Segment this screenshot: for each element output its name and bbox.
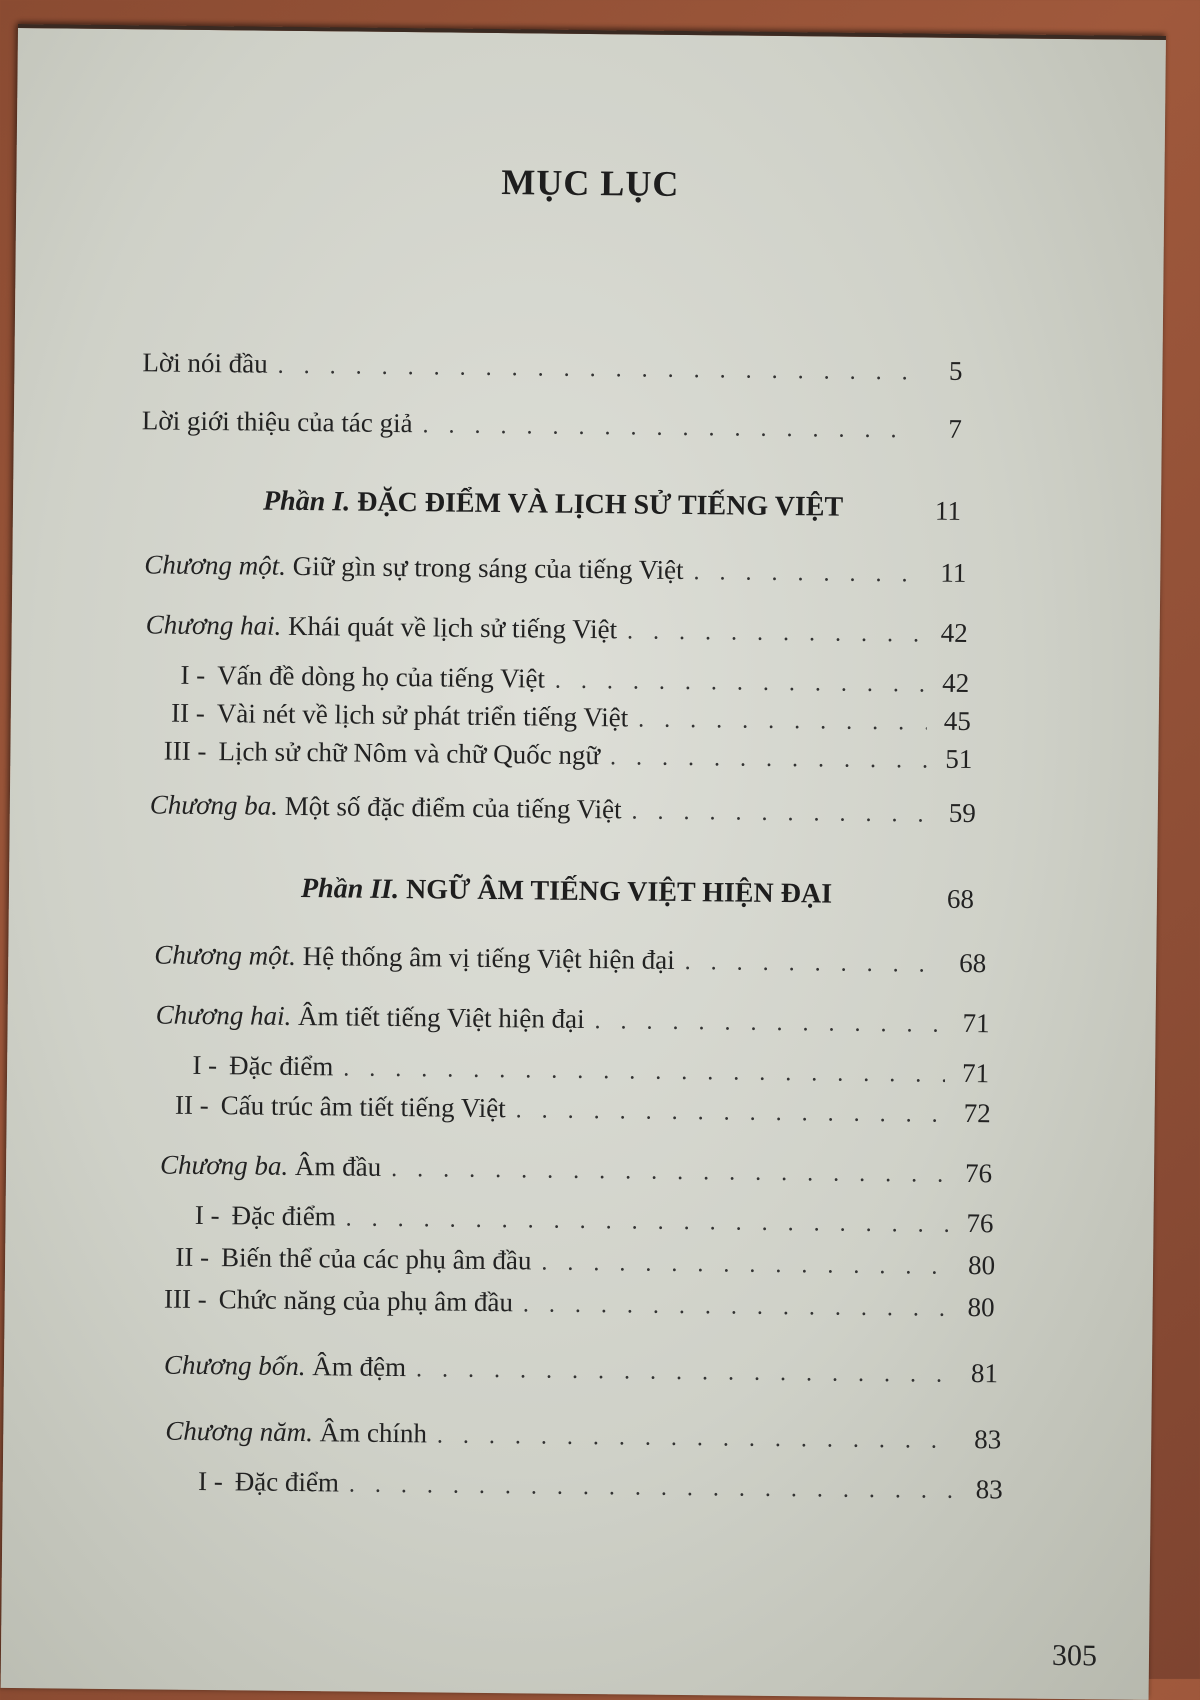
toc-entry (142, 405, 962, 445)
section-number: II - (170, 697, 205, 728)
dot-leader (437, 1422, 958, 1454)
dot-leader (627, 618, 924, 648)
chapter-label: Chương bốn. (163, 1349, 306, 1382)
entry-label: Âm đệm (312, 1351, 407, 1383)
dot-leader (516, 1097, 947, 1129)
entry-page: 45 (943, 705, 971, 737)
toc-entry (146, 609, 968, 649)
toc-entry (152, 735, 972, 775)
entry-page: 5 (948, 355, 963, 386)
entry-page: 59 (948, 797, 976, 829)
entry-label: Lời nói đầu (142, 347, 268, 379)
section-number: III - (163, 735, 207, 767)
toc-entry (150, 789, 976, 829)
chapter-label: Chương ba. (159, 1149, 289, 1181)
section-number: I - (180, 659, 206, 690)
toc-entry (163, 1050, 989, 1090)
toc-entry (151, 697, 971, 737)
chapter-label: Chương hai. (155, 999, 292, 1031)
toc-entry (144, 549, 966, 589)
part-title: NGỮ ÂM TIẾNG VIỆT HIỆN ĐẠI (405, 874, 833, 910)
section-number: III - (163, 1283, 207, 1315)
entry-label: Âm chính (319, 1417, 428, 1449)
entry-page: 76 (964, 1157, 993, 1189)
entry-page: 68 (959, 947, 987, 979)
entry-label: Đặc điểm (228, 1050, 334, 1082)
entry-label: Lời giới thiệu của tác giả (141, 405, 413, 439)
entry-page: 42 (942, 667, 970, 698)
dot-leader (416, 1356, 954, 1389)
dot-leader (631, 798, 932, 828)
toc-entry (164, 1350, 998, 1390)
part-prefix: Phần I. (262, 485, 351, 518)
entry-label: Âm đầu (294, 1150, 382, 1182)
part-heading (301, 873, 832, 911)
entry-page: 7 (948, 413, 963, 444)
entry-page: 83 (975, 1474, 1003, 1505)
dot-leader (594, 1008, 945, 1039)
entry-page: 80 (967, 1292, 995, 1323)
part-prefix: Phần II. (300, 873, 400, 906)
page-number: 305 (1051, 1638, 1098, 1673)
toc-entry (169, 1466, 1003, 1506)
entry-label: Giữ gìn sự trong sáng của tiếng Việt (292, 550, 684, 585)
entry-label: Cấu trúc âm tiết tiếng Việt (220, 1090, 506, 1124)
dot-leader (610, 744, 929, 774)
section-number: I - (194, 1199, 220, 1231)
dot-leader (278, 353, 919, 387)
entry-page: 11 (940, 557, 967, 588)
entry-page: 72 (963, 1097, 991, 1129)
entry-page: 71 (962, 1007, 990, 1039)
section-number: II - (175, 1241, 210, 1273)
section-number: II - (174, 1089, 209, 1121)
part-page: 68 (946, 883, 975, 915)
dot-leader (693, 559, 922, 588)
book-page (1, 24, 1166, 1700)
toc-entry (165, 1416, 1001, 1456)
part-title: ĐẶC ĐIỂM VÀ LỊCH SỬ TIẾNG VIỆT (357, 486, 844, 523)
entry-label: Một số đặc điểm của tiếng Việt (284, 790, 622, 825)
entry-page: 83 (974, 1424, 1002, 1455)
entry-label: Lịch sử chữ Nôm và chữ Quốc ngữ (218, 736, 601, 771)
toc-entry (160, 1150, 992, 1190)
entry-label: Biến thể của các phụ âm đầu (220, 1242, 532, 1276)
entry-label: Đặc điểm (234, 1466, 340, 1498)
chapter-label: Chương ba. (149, 789, 279, 821)
toc-entry (165, 1200, 993, 1240)
entry-page: 81 (970, 1358, 999, 1389)
dot-leader (555, 668, 925, 699)
part-page: 11 (934, 495, 962, 526)
entry-label: Vài nét về lịch sử phát triển tiếng Việt (216, 698, 629, 733)
entry-label: Hệ thống âm vị tiếng Việt hiện đại (302, 941, 675, 975)
toc-entry (153, 1283, 995, 1323)
entry-page: 51 (945, 743, 973, 775)
entry-label: Vấn đề dòng họ của tiếng Việt (217, 660, 546, 694)
entry-page: 71 (961, 1057, 990, 1089)
dot-leader (343, 1055, 945, 1088)
page-title: MỤC LỤC (501, 162, 680, 204)
entry-label: Khái quát về lịch sử tiếng Việt (287, 610, 618, 645)
entry-label: Chức năng của phụ âm đầu (218, 1284, 514, 1318)
section-number: I - (197, 1465, 223, 1497)
entry-page: 42 (940, 617, 968, 648)
toc-entry (155, 999, 989, 1039)
toc-entry (151, 659, 969, 699)
chapter-label: Chương một. (144, 549, 287, 581)
dot-leader (541, 1250, 951, 1281)
entry-label: Đặc điểm (231, 1200, 336, 1232)
chapter-label: Chương hai. (145, 609, 282, 641)
part-heading (263, 486, 843, 524)
chapter-label: Chương năm. (165, 1415, 314, 1448)
dot-leader (638, 707, 927, 737)
toc-entry (155, 1089, 991, 1129)
dot-leader (422, 412, 918, 444)
dot-leader (523, 1291, 951, 1322)
toc-entry (142, 347, 962, 387)
dot-leader (346, 1205, 950, 1238)
section-number: I - (192, 1049, 218, 1081)
chapter-label: Chương một. (154, 939, 297, 971)
entry-label: Âm tiết tiếng Việt hiện đại (297, 1000, 585, 1034)
toc-entry (155, 1241, 995, 1281)
entry-page: 80 (967, 1250, 996, 1281)
dot-leader (391, 1156, 948, 1189)
toc-entry (154, 939, 986, 979)
entry-page: 76 (966, 1207, 994, 1239)
dot-leader (349, 1472, 959, 1505)
dot-leader (685, 949, 943, 979)
